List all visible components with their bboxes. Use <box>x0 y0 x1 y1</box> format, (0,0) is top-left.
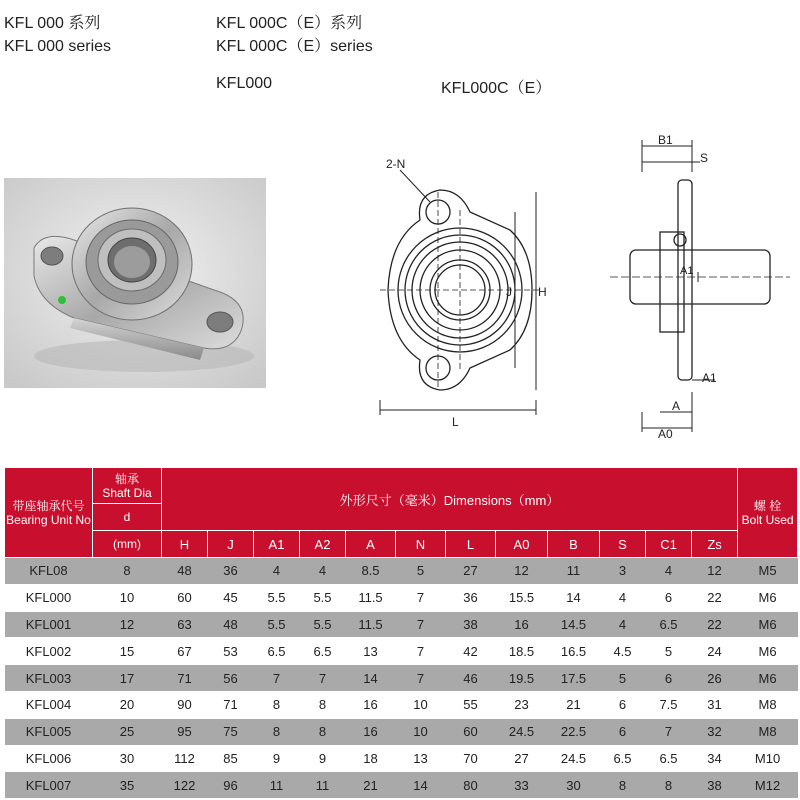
table-cell: 30 <box>93 745 162 772</box>
table-cell: 96 <box>208 772 254 799</box>
table-row <box>5 745 798 772</box>
table-row <box>5 558 798 585</box>
table-cell: 25 <box>93 718 162 745</box>
table-cell: 48 <box>208 611 254 638</box>
table-cell: M6 <box>738 611 798 638</box>
table-cell: 8 <box>254 691 300 718</box>
header-bearing-unit-en: Bearing Unit No <box>6 512 91 527</box>
table-cell: 17 <box>93 665 162 692</box>
table-cell: 12 <box>93 611 162 638</box>
table-cell: 4 <box>254 558 300 585</box>
header-bolt-used <box>738 468 798 558</box>
a0-label: A0 <box>658 427 673 441</box>
table-cell: 31 <box>692 691 738 718</box>
table-cell: 13 <box>346 638 396 665</box>
table-cell: 6 <box>646 665 692 692</box>
table-row <box>5 584 798 611</box>
holes-label: 2-N <box>386 157 406 171</box>
header-col-a: A <box>346 531 396 558</box>
table-cell: 8 <box>93 558 162 585</box>
table-cell: 42 <box>446 638 496 665</box>
table-cell: 7 <box>396 611 446 638</box>
table-cell: 70 <box>446 745 496 772</box>
table-cell: 7 <box>300 665 346 692</box>
header-col-b: B <box>548 531 600 558</box>
table-cell: 63 <box>162 611 208 638</box>
table-cell: KFL007 <box>5 772 93 799</box>
table-cell: 9 <box>300 745 346 772</box>
header-col-j: J <box>208 531 254 558</box>
table-cell: 71 <box>162 665 208 692</box>
h-label: H <box>538 285 547 299</box>
table-cell: 5.5 <box>254 584 300 611</box>
table-cell: 9 <box>254 745 300 772</box>
table-cell: KFL08 <box>5 558 93 585</box>
table-row <box>5 718 798 745</box>
table-cell: 5.5 <box>254 611 300 638</box>
table-cell: 5.5 <box>300 584 346 611</box>
table-cell: 13 <box>396 745 446 772</box>
table-cell: 71 <box>208 691 254 718</box>
table-cell: 90 <box>162 691 208 718</box>
table-row <box>5 772 798 799</box>
table-cell: 7 <box>396 665 446 692</box>
table-cell: 38 <box>446 611 496 638</box>
table-cell: 8 <box>646 772 692 799</box>
header-bolt-en: Bolt Used <box>741 512 794 527</box>
table-cell: 16.5 <box>548 638 600 665</box>
table-cell: 8 <box>600 772 646 799</box>
table-cell: 30 <box>548 772 600 799</box>
table-cell: 6 <box>600 718 646 745</box>
model-label-kfl000: KFL000 <box>216 75 273 92</box>
table-cell: 23 <box>496 691 548 718</box>
table-cell: 8 <box>254 718 300 745</box>
b1-label: B1 <box>658 133 673 147</box>
table-cell: 8 <box>300 718 346 745</box>
table-cell: 46 <box>446 665 496 692</box>
j-label: J <box>506 285 512 299</box>
table-cell: 5 <box>396 558 446 585</box>
table-cell: 33 <box>496 772 548 799</box>
table-cell: 4.5 <box>600 638 646 665</box>
header-col-a1: A1 <box>254 531 300 558</box>
table-row <box>5 691 798 718</box>
table-cell: 5 <box>646 638 692 665</box>
a1-bottom-label: A1 <box>702 371 717 385</box>
table-cell: 11 <box>300 772 346 799</box>
table-cell: 6.5 <box>600 745 646 772</box>
table-cell: 11.5 <box>346 611 396 638</box>
table-cell: 36 <box>446 584 496 611</box>
table-cell: 22 <box>692 584 738 611</box>
table-cell: KFL004 <box>5 691 93 718</box>
a-label: A <box>672 399 681 413</box>
table-cell: 21 <box>548 691 600 718</box>
table-cell: 6.5 <box>254 638 300 665</box>
table-cell: 18.5 <box>496 638 548 665</box>
table-cell: 80 <box>446 772 496 799</box>
table-cell: 67 <box>162 638 208 665</box>
table-cell: 11 <box>548 558 600 585</box>
table-cell: 36 <box>208 558 254 585</box>
table-cell: 12 <box>496 558 548 585</box>
header-col-c1: C1 <box>646 531 692 558</box>
table-cell: 45 <box>208 584 254 611</box>
series-title-cn: KFL 000 系列 <box>4 15 101 32</box>
table-cell: 75 <box>208 718 254 745</box>
table-cell: 17.5 <box>548 665 600 692</box>
table-cell: 32 <box>692 718 738 745</box>
table-cell: 6 <box>646 584 692 611</box>
table-cell: 55 <box>446 691 496 718</box>
table-cell: 4 <box>600 584 646 611</box>
table-cell: 4 <box>300 558 346 585</box>
header-col-h: H <box>162 531 208 558</box>
table-cell: 5.5 <box>300 611 346 638</box>
table-cell: KFL003 <box>5 665 93 692</box>
table-cell: 12 <box>692 558 738 585</box>
header-bearing-unit-cn: 带座轴承代号 <box>12 498 85 513</box>
header-dimensions: 外形尺寸（毫米）Dimensions（mm） <box>162 468 738 531</box>
table-cell: 10 <box>396 691 446 718</box>
table-cell: 16 <box>496 611 548 638</box>
table-cell: 16 <box>346 691 396 718</box>
table-cell: 34 <box>692 745 738 772</box>
table-cell: 11 <box>254 772 300 799</box>
table-cell: 18 <box>346 745 396 772</box>
table-cell: 60 <box>162 584 208 611</box>
s-label: S <box>700 151 709 165</box>
table-cell: 5 <box>600 665 646 692</box>
header-shaft-cn: 轴承 <box>114 471 139 486</box>
table-cell: 24.5 <box>496 718 548 745</box>
header-col-l: L <box>446 531 496 558</box>
table-cell: M8 <box>738 691 798 718</box>
header-col-zs: Zs <box>692 531 738 558</box>
table-cell: 14 <box>548 584 600 611</box>
table-cell: 24.5 <box>548 745 600 772</box>
header-shaft-dia <box>93 468 162 504</box>
a1-top-label: A1 <box>680 265 694 277</box>
front-view-drawing <box>360 150 560 440</box>
table-cell: 20 <box>93 691 162 718</box>
table-cell: 15.5 <box>496 584 548 611</box>
series-title-en: KFL 000 series <box>4 38 112 55</box>
table-cell: 6.5 <box>300 638 346 665</box>
table-cell: M5 <box>738 558 798 585</box>
header-col-s: S <box>600 531 646 558</box>
bearing-photo <box>4 178 266 388</box>
table-cell: 21 <box>346 772 396 799</box>
table-cell: 8.5 <box>346 558 396 585</box>
table-cell: 24 <box>692 638 738 665</box>
table-cell: 14 <box>396 772 446 799</box>
table-cell: M12 <box>738 772 798 799</box>
table-cell: 27 <box>446 558 496 585</box>
table-cell: 4 <box>600 611 646 638</box>
table-cell: 56 <box>208 665 254 692</box>
table-cell: 53 <box>208 638 254 665</box>
table-cell: 10 <box>396 718 446 745</box>
table-cell: 6.5 <box>646 611 692 638</box>
table-cell: KFL002 <box>5 638 93 665</box>
table-cell: KFL006 <box>5 745 93 772</box>
table-row <box>5 638 798 665</box>
header-shaft-symbol: d <box>93 504 162 531</box>
table-cell: 7 <box>396 638 446 665</box>
header-shaft-en: Shaft Dia <box>102 485 152 500</box>
table-cell: 10 <box>93 584 162 611</box>
dimensions-table <box>4 467 798 799</box>
side-view-drawing <box>600 132 800 442</box>
table-cell: M10 <box>738 745 798 772</box>
table-cell: 95 <box>162 718 208 745</box>
series-c-title-en: KFL 000C（E）series <box>216 38 373 55</box>
table-cell: KFL001 <box>5 611 93 638</box>
table-cell: 4 <box>646 558 692 585</box>
table-cell: 7 <box>254 665 300 692</box>
table-row <box>5 665 798 692</box>
table-cell: 7 <box>646 718 692 745</box>
table-cell: 38 <box>692 772 738 799</box>
table-cell: 11.5 <box>346 584 396 611</box>
table-cell: M6 <box>738 638 798 665</box>
table-cell: KFL005 <box>5 718 93 745</box>
series-c-title-cn: KFL 000C（E）系列 <box>216 15 363 32</box>
table-cell: 7.5 <box>646 691 692 718</box>
table-cell: 16 <box>346 718 396 745</box>
header-col-a2: A2 <box>300 531 346 558</box>
header-col-n: N <box>396 531 446 558</box>
table-cell: 22.5 <box>548 718 600 745</box>
model-label-kfl000c: KFL000C（E） <box>441 80 552 97</box>
table-cell: M8 <box>738 718 798 745</box>
table-cell: 26 <box>692 665 738 692</box>
header-bolt-cn: 螺 栓 <box>753 498 782 513</box>
table-cell: M6 <box>738 665 798 692</box>
table-cell: 85 <box>208 745 254 772</box>
table-cell: 6.5 <box>646 745 692 772</box>
table-cell: 112 <box>162 745 208 772</box>
table-cell: M6 <box>738 584 798 611</box>
table-cell: 60 <box>446 718 496 745</box>
table-cell: 122 <box>162 772 208 799</box>
table-cell: 8 <box>300 691 346 718</box>
l-label: L <box>452 415 459 429</box>
table-cell: 22 <box>692 611 738 638</box>
header-col-a0: A0 <box>496 531 548 558</box>
table-cell: 3 <box>600 558 646 585</box>
table-cell: 6 <box>600 691 646 718</box>
table-cell: 27 <box>496 745 548 772</box>
header-bearing-unit <box>5 468 93 558</box>
table-cell: 7 <box>396 584 446 611</box>
table-cell: 48 <box>162 558 208 585</box>
table-cell: 35 <box>93 772 162 799</box>
table-cell: 14.5 <box>548 611 600 638</box>
table-cell: KFL000 <box>5 584 93 611</box>
table-cell: 14 <box>346 665 396 692</box>
table-row <box>5 611 798 638</box>
table-cell: 15 <box>93 638 162 665</box>
header-shaft-unit: (mm) <box>93 531 162 558</box>
table-cell: 19.5 <box>496 665 548 692</box>
